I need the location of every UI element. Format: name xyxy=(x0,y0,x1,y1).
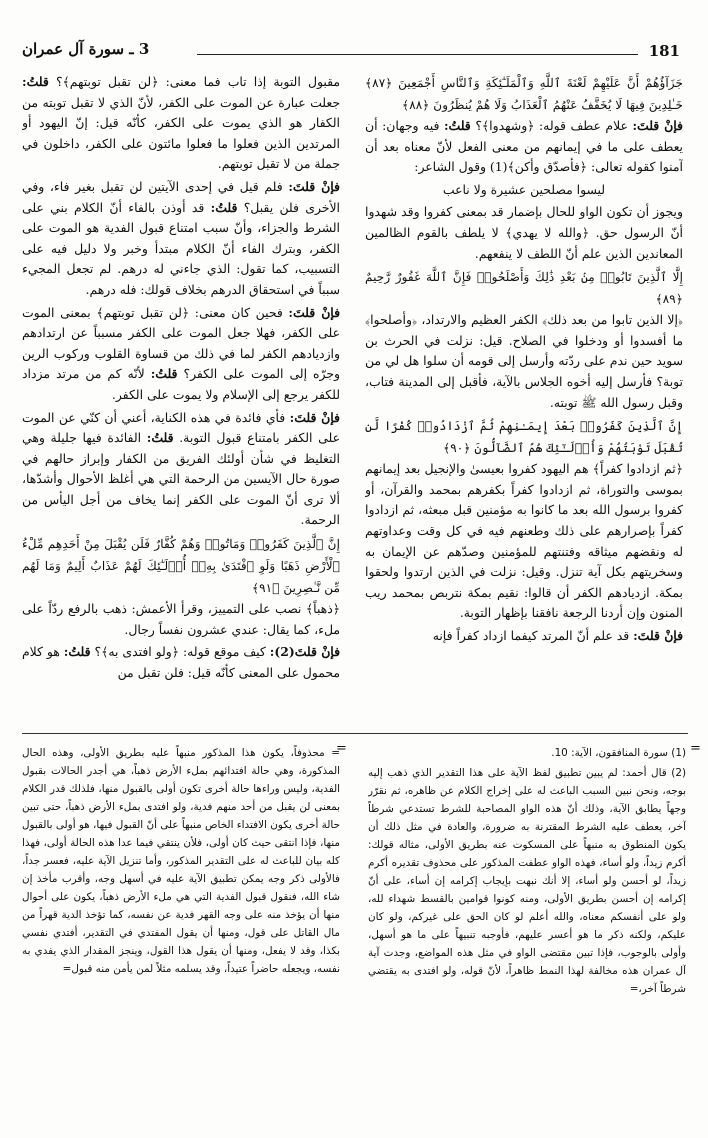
question-block xyxy=(22,408,340,532)
question-label: فإنْ قلتَ: xyxy=(288,304,340,320)
question-label: فإنْ قلتَ(2): xyxy=(269,644,340,660)
question-text: فحين كان معنى: ﴿لن تقبل توبتهم﴾ بمعنى الموت على الكفر، فهلا جعل الموت على الكفر مسبباً عن ارتدادهم وازديادهم الكفر لما في ذلك من قساوة القلوب وركوب الرين وجرّه إلى الموت على الكفر؟ xyxy=(22,304,340,382)
footnotes-left xyxy=(22,744,340,1124)
verse-89: إِلَّا ٱلَّذِينَ تَابُوا۟ مِنۢ بَعْدِ ذَٰلِكَ وَأَصْلَحُوا۟ فَإِنَّ ٱللَّهَ غَفُورٌ رَّحِيمٌ ﴿٨٩﴾ xyxy=(365,270,683,307)
verse-90: إِنَّ ٱلَّذِينَ كَفَرُوا۟ بَعْدَ إِيمَـٰنِهِمْ ثُمَّ ٱزْدَادُوا۟ كُفْرًا لَّن تُقْبَلَ تَوْبَتُهُمْ وَأُو۟لَـٰٓئِكَ هُمُ ٱلضَّآلُّونَ ﴿٩٠﴾ xyxy=(365,419,683,456)
answer-text: قد أوذن بالفاء أنّ الكلام بني على الشرط والجزاء، وأنّ سبب امتناع قبول الفدية هو الموت على الكفر، وبترك الفاء أنّ الكلام مبتدأ وخبر ولا دليل فيه على التسبيب، كما تقول: الذي جاءني له درهم. لم تجعل المجيء سبباً في استحقاق الدرهم بخلاف قولك: فله درهم. xyxy=(22,199,340,297)
question-text: علام عطف قوله: ﴿وشهدوا﴾؟ xyxy=(475,118,628,133)
paragraph-text: مقبول التوبة إذا تاب فما معنى: ﴿لن تقبل توبتهم﴾؟ xyxy=(55,74,340,89)
question-label: فإنْ قلتَ: xyxy=(289,409,340,425)
footnote-1: (1) سورة المنافقون، الآية: 10. xyxy=(551,747,686,759)
question-text: فأي فائدة في هذه الكناية، أعني أن كنّي عن الموت على الكفر بامتناع قبول التوبة. xyxy=(22,409,340,446)
footnote-separator xyxy=(22,733,688,734)
answer-label: قلتُ: xyxy=(22,74,49,89)
paragraph: ﴿إلا الذين تابوا من بعد ذلك﴾ الكفر العظيم والارتداد، ﴿وأصلحوا﴾ ما أفسدوا أو ودخلوا في الصلاح. قيل: نزلت في الحرث بن سويد حين ندم على ردّته وأرسل إلى قومه أن سلوا هل لي من توبة؟ فأرسل إليه أخوه الجلاس بالآية، فأقبل إلى المدينة فتاب، وقبل رسول الله ﷺ توبته. xyxy=(365,312,683,410)
question-2 xyxy=(365,626,683,647)
question-block xyxy=(22,642,340,683)
right-column xyxy=(365,72,683,720)
paragraph: ويجوز أن تكون الواو للحال بإضمار قد بمعنى كفروا وقد شهدوا أنّ الرسول حق. ﴿والله لا يهدي﴾ لا يلطف بالقوم الظالمين المعاندين الذين علم أنّ اللطف لا ينفعهم. xyxy=(365,204,683,261)
question-label: فإنْ قلتَ: xyxy=(632,118,683,133)
paragraph: ﴿ذهباً﴾ نصب على التمييز، وقرأ الأعمش: ذهب بالرفع ردّاً على ملء، كما يقال: عندي عشرون نفساً رجال. xyxy=(22,601,340,637)
answer-text: فيه وجهان: أن يعطف على ما في إيمانهم من معنى الفعل لأنّ معناه بعد أن آمنوا كقوله تعالى: ﴿فأصدّق وأكن﴾(1) وقول الشاعر: xyxy=(365,118,683,175)
answer-label: قلتُ: xyxy=(150,366,178,382)
poem-line: ليسوا مصلحين عشيرة ولا ناعب xyxy=(442,181,606,197)
question-label: فإنْ قلتَ: xyxy=(633,627,683,643)
answer-text: هو كلام محمول على المعنى كأنّه قيل: فلن تقبل من xyxy=(22,644,340,680)
question-1 xyxy=(365,116,683,178)
answer-text: الفائدة فيها جليلة وهي التغليظ في شأن أولئك الفريق من الكفار وإبراز حالهم في صورة حال الآيسين من الرحمة التي هي أغلظ الأحوال وأشدّها، ألا ترى أنّ الموت على الكفر إنما يخاف من أجل اليأس من الرحمة. xyxy=(22,430,340,528)
question-text: كيف موقع قوله: ﴿ولو افتدى به﴾؟ xyxy=(94,644,266,660)
running-header xyxy=(22,40,680,64)
footnote-2: (2) قال أحمد: لم يبين تطبيق لفظ الآية على هذا التقدير الذي ذهب إليه بوجه، ونحن نبين السبب الباعث له على إخراج الكلام عن ظاهره، ثم نقرّر وجهاً يطابق الآية، وذلك أنّ هذه الواو المصاحبة للشرط تستدعي شرطاً آخر، يعطف عليه الشرط المقترنة به ضرورة، والعادة في مثل ذلك أن يكون المنطوق به منبهاً على المسكوت عنه بطريق الأولى، مثاله قولك: أكرم زيداً، ولو أساء، فهذه الواو عطفت المذكور على محذوف تقديره أكرم زيداً، لو أحسن ولو أساء، إلا أنك نبهت بإيجاب إكرامه إن أساء، على أنّ إكرامه إن أحسن بطريق الأولى، ومنه كونوا قوامين بالقسط شهداء لله، ولو على أنفسكم معناه، والله أعلم لو كان الحق على غيركم، ولو كان عليكم، ولكنه ذكر ما هو أعسر عليهم، فأوجبه تنبيهاً على ما هو أسهل، وأولى بالوجوب، فإذا تبين مقتضى الواو في مثل هذه المواضع، وجدت آية آل عمران هذه مخالفة لهذا النمط ظاهراً، لأنّ قوله، ولو افتدى به يقتضي شرطاً آخر،= xyxy=(368,767,686,995)
verse-91: إِنَّ ٱلَّذِينَ كَفَرُوا۟ وَمَاتُوا۟ وَهُمْ كُفَّارٌ فَلَن يُقْبَلَ مِنْ أَحَدِهِم مِّلْءُ ٱلْأَرْضِ ذَهَبًا وَلَوِ ٱفْتَدَىٰ بِهِۦٓ أُو۟لَـٰٓئِكَ لَهُمْ عَذَابٌ أَلِيمٌ وَمَا لَهُم مِّن نَّـٰصِرِينَ ﴿٩١﴾ xyxy=(22,537,340,596)
answer-label: قلتُ: xyxy=(63,644,91,660)
left-column xyxy=(22,72,340,720)
continuation-mark: = xyxy=(690,741,701,756)
page-number: 181 xyxy=(648,42,680,60)
question-label: فإنْ قلتَ: xyxy=(288,178,340,194)
answer-text: جعلت عبارة عن الموت على الكفر، لأنّ الذي لا تقبل توبته من الكفار هو الذي يموت على الكفر، كأنّه قيل: إنّ اليهود أو المرتدين الذين فعلوا ما فعلوا مائتون على الكفر، داخلون في جملة من لا تقبل توبتهم. xyxy=(22,94,340,172)
paragraph: ﴿ثم ازدادوا كفراً﴾ هم اليهود كفروا بعيسىٰ والإنجيل بعد إيمانهم بموسى والتوراة، ثم ازدادوا كفراً بكفرهم بمحمد والقرآن، أو كفروا برسول الله بعد ما كانوا به مؤمنين قبل مبعثه، ثم ازدادوا كفراً بإصرارهم على ذلك وطعنهم فيه في كل وقت وعداوتهم له ونقضهم ميثاقه وفتنتهم للمؤمنين وصدّهم عن الإيمان به وسخريتهم بكل آية تنزل. وقيل: نزلت في الذين ارتدوا ولحقوا بمكة. ازديادهم الكفر أن قالوا: نقيم بمكة نتربص بمحمد ريب المنون وإن أردنا الرجعة نافقنا بإظهار التوبة. xyxy=(365,461,683,621)
continuation-mark: = xyxy=(336,741,347,756)
question-block xyxy=(22,177,340,301)
answer-label: قلتُ: xyxy=(210,199,238,215)
answer-text: لأنّه كم من مرتد مزداد للكفر يرجع إلى الإسلام ولا يموت على الكفر. xyxy=(22,366,340,402)
question-text: قد علم أنّ المرتد كيفما ازداد كفراً فإنه xyxy=(432,627,630,643)
surah-title: 3 ـ سورة آل عمران xyxy=(22,40,150,58)
answer-label: قلتُ: xyxy=(443,118,471,133)
header-rule xyxy=(197,54,638,55)
question-text: فلم قيل في إحدى الآيتين لن تقبل بغير فاء، وفي الأخرى فلن يقبل؟ xyxy=(22,178,340,215)
footnote-2-continued: = محذوفاً، يكون هذا المذكور منبهاً عليه بطريق الأولى، وهذه الحال المذكورة، وهي حالة افتدائهم بملء الأرض ذهباً، هي أجدر الحالات بقبول الفدية، وليس وراءها حالة أخرى تكون أولى بالقبول منها، فلذلك قدر الكلام بمعنى لن يقبل من أحد منهم فدية، ولو افتدى بملء الأرض ذهباً، حتى تبين حالة أخرى يكون الافتداء الخاص منبهاً على أنّ القبول فيها، هو أولى بالقبول منها، فإذا انتقى حيث كان أولى، فلأن ينتقي فيما عدا هذه الحالة أولى، فهذا كله بيان للباعث له على التقدير المذكور، وأما تنزيل الآية عليه، فعسر جداً، فالأولى ذكر وجه يمكن تطبيق الآية عليه في أسهل وجه، وأقرب مأخذ إن شاء الله، فنقول قبول الفدية التي هي ملء الأرض ذهباً، يكون على أحوال منها أن يؤخذ منه على وجه القهر فدية عن نفسه، كما تؤخذ الدية قهراً من مال القاتل على قول، ومنها أن يقول المفتدي في التقدير، أفتدي نفسي بكذا، وقد لا يفعل، ومنها أن يقول هذا القول، وينجز المقدار الذي يفدي به نفسه، ويجعله حاضراً عتيداً، وقد يسلمه مثلاً لمن يأمن منه قبول= xyxy=(22,747,340,975)
answer-label: قلتُ: xyxy=(146,430,174,446)
footnotes-right xyxy=(368,744,686,1124)
verse-87-88: جَزَآؤُهُمْ أَنَّ عَلَيْهِمْ لَعْنَةَ ٱللَّهِ وَٱلْمَلَـٰٓئِكَةِ وَٱلنَّاسِ أَجْمَعِينَ ﴿٨٧﴾ خَـٰلِدِينَ فِيهَا لَا يُخَفَّفُ عَنْهُمُ ٱلْعَذَابُ وَلَا هُمْ يُنظَرُونَ ﴿٨٨﴾ xyxy=(365,76,683,112)
question-block xyxy=(22,303,340,406)
paragraph xyxy=(22,72,340,175)
